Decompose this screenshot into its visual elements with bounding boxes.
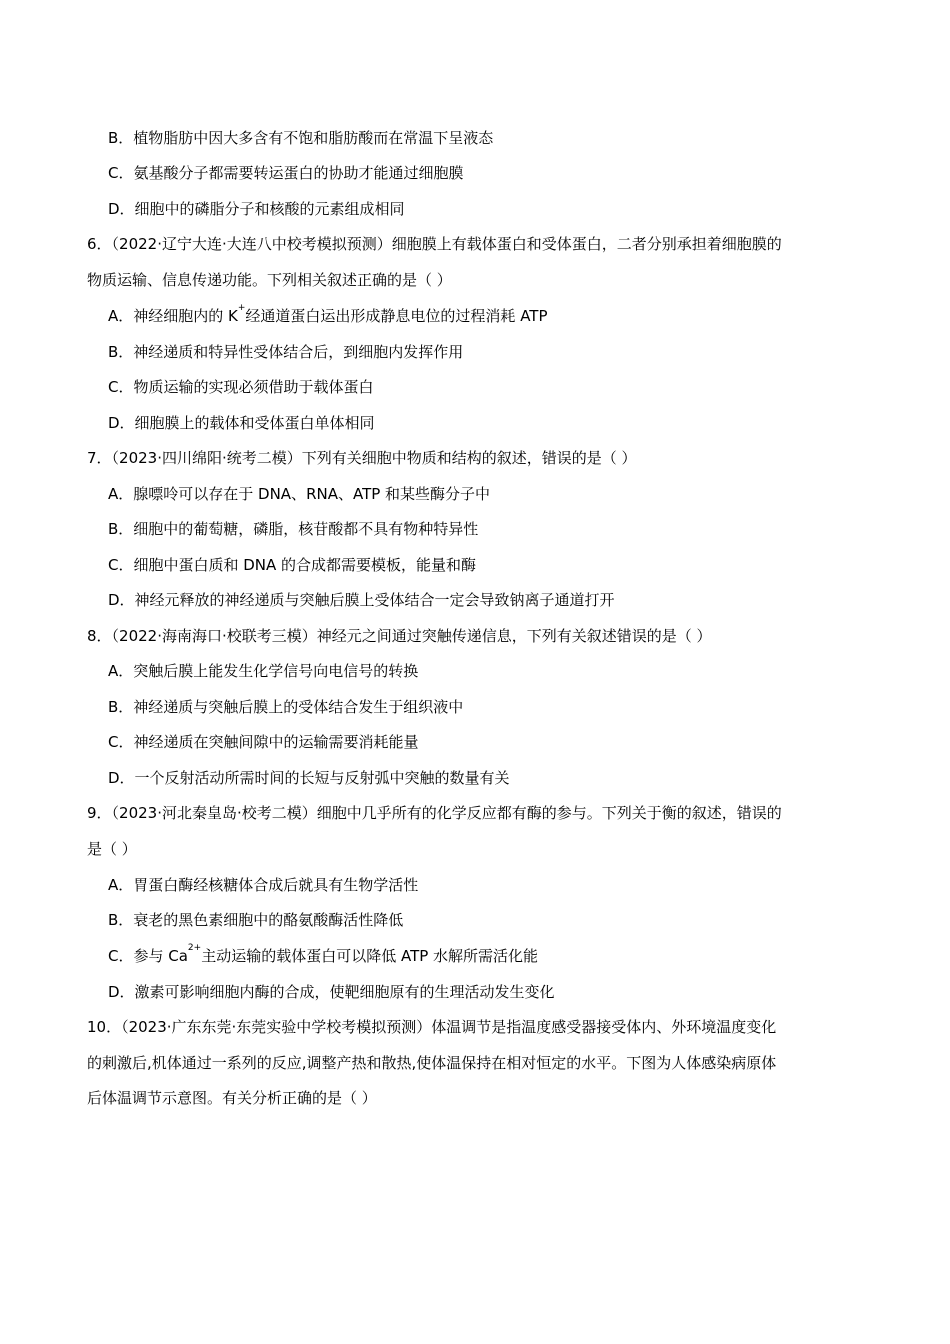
- question-10-stem-cont-2: 后体温调节示意图。有关分析正确的是（ ）: [87, 1089, 377, 1107]
- option-7c: C．细胞中蛋白质和 DNA 的合成都需要模板，能量和酶: [108, 556, 477, 574]
- k-plus-sup: +: [237, 303, 246, 313]
- option-6a: [108, 303, 548, 326]
- question-10-stem-cont-1: 的刺激后,机体通过一系列的反应,调整产热和散热,使体温保持在相对恒定的水平。下图为人体感染病原体: [87, 1054, 777, 1072]
- option-7b: B．细胞中的葡萄糖，磷脂，核苷酸都不具有物种特异性: [108, 520, 479, 538]
- question-7-stem: 7．（2023·四川绵阳·统考二模）下列有关细胞中物质和结构的叙述，错误的是（ ）: [87, 449, 637, 467]
- option-8c: C．神经递质在突触间隙中的运输需要消耗能量: [108, 733, 419, 751]
- question-9-stem-cont: 是（ ）: [87, 840, 137, 858]
- option-5b: B．植物脂肪中因大多含有不饱和脂肪酸而在常温下呈液态: [108, 129, 494, 147]
- option-9a: A．胃蛋白酶经核糖体合成后就具有生物学活性: [108, 876, 419, 894]
- option-6a-pre: A．神经细胞内的 K: [108, 307, 238, 325]
- option-9d: D．激素可影响细胞内酶的合成，使靶细胞原有的生理活动发生变化: [108, 983, 555, 1001]
- option-9b: B．衰老的黑色素细胞中的酪氨酸酶活性降低: [108, 911, 404, 929]
- question-6-stem-cont: 物质运输、信息传递功能。下列相关叙述正确的是（ ）: [87, 271, 452, 289]
- option-8a: A．突触后膜上能发生化学信号向电信号的转换: [108, 662, 419, 680]
- option-6d: D．细胞膜上的载体和受体蛋白单体相同: [108, 414, 375, 432]
- option-6a-post: 经通道蛋白运出形成静息电位的过程消耗 ATP: [245, 307, 548, 325]
- question-8-stem: 8．（2022·海南海口·校联考三模）神经元之间通过突触传递信息，下列有关叙述错误的是（ ）: [87, 627, 712, 645]
- question-6-stem: 6．（2022·辽宁大连·大连八中校考模拟预测）细胞膜上有载体蛋白和受体蛋白，二者分别承担着细胞膜的: [87, 235, 782, 253]
- ca-2plus-sup: 2+: [187, 943, 202, 953]
- option-5c: C．氨基酸分子都需要转运蛋白的协助才能通过细胞膜: [108, 164, 464, 182]
- option-9c: [108, 943, 539, 966]
- question-10-stem: 10．（2023·广东东莞·东莞实验中学校考模拟预测）体温调节是指温度感受器接受体内、外环境温度变化: [87, 1018, 777, 1036]
- option-7d: D．神经元释放的神经递质与突触后膜上受体结合一定会导致钠离子通道打开: [108, 591, 615, 609]
- option-6b: B．神经递质和特异性受体结合后，到细胞内发挥作用: [108, 343, 464, 361]
- option-7a: A．腺嘌呤可以存在于 DNA、RNA、ATP 和某些酶分子中: [108, 485, 491, 503]
- option-5d: D．细胞中的磷脂分子和核酸的元素组成相同: [108, 200, 405, 218]
- option-9c-pre: C．参与 Ca: [108, 947, 188, 965]
- question-9-stem: 9．（2023·河北秦皇岛·校考二模）细胞中几乎所有的化学反应都有酶的参与。下列关于衡的叙述，错误的: [87, 804, 782, 822]
- option-9c-post: 主动运输的载体蛋白可以降低 ATP 水解所需活化能: [201, 947, 539, 965]
- option-6c: C．物质运输的实现必须借助于载体蛋白: [108, 378, 374, 396]
- option-8b: B．神经递质与突触后膜上的受体结合发生于组织液中: [108, 698, 464, 716]
- option-8d: D．一个反射活动所需时间的长短与反射弧中突触的数量有关: [108, 769, 510, 787]
